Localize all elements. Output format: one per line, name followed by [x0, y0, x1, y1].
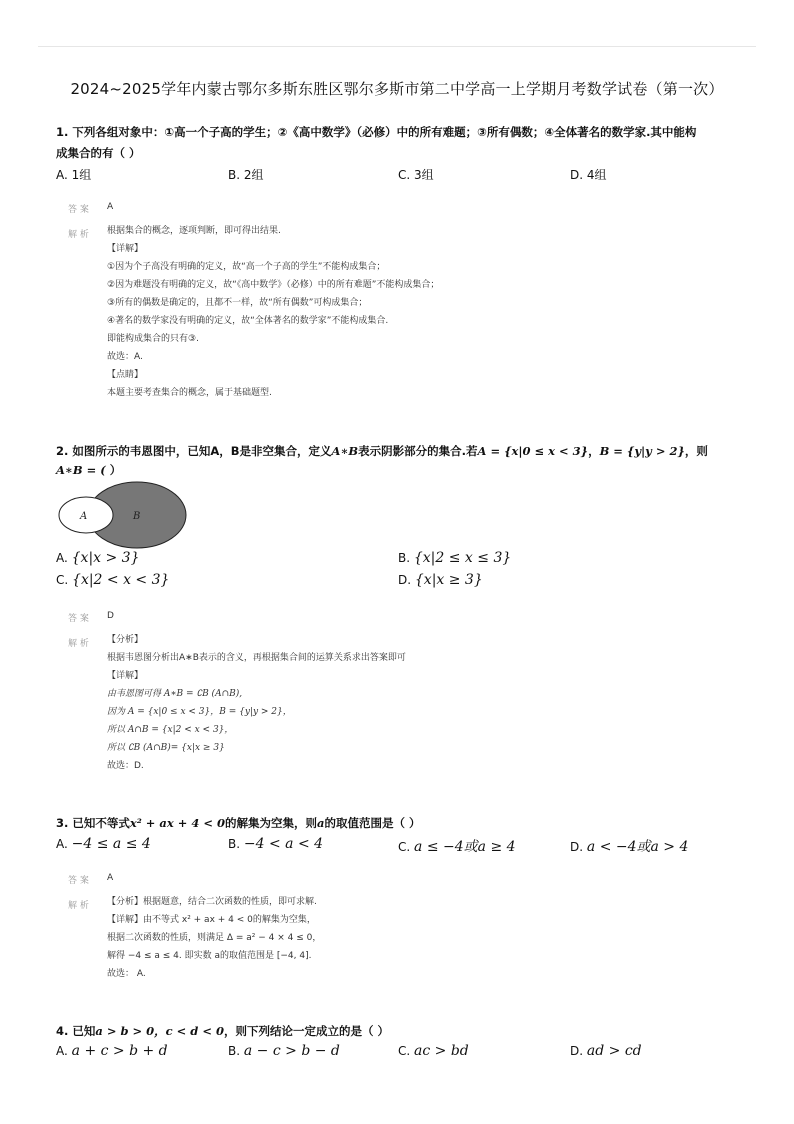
q3-option-math: −4 ≤ a ≤ 4 — [71, 836, 151, 852]
q2-solution-line: 故选：D. — [107, 761, 144, 771]
q3-option-b — [228, 836, 323, 852]
q1-option-d: D. 4组 — [570, 168, 607, 182]
q1-solution — [107, 222, 439, 402]
q2-option-math: {x|2 ≤ x ≤ 3} — [413, 550, 512, 566]
q2-solution-line: 根据韦恩图分析出A∗B表示的含义，再根据集合间的运算关系求出答案即可 — [107, 653, 406, 663]
q2-stem-text: 2. 如图所示的韦恩图中，已知A，B是非空集合，定义 — [56, 444, 332, 458]
q3-solution-line: 【详解】由不等式 x² + ax + 4 < 0的解集为空集， — [107, 915, 316, 925]
q2-option-math: {x|x > 3} — [71, 550, 140, 566]
q3-variable: a — [317, 816, 325, 830]
q4-option-letter: C. — [398, 1044, 411, 1058]
q3-solution-line: 故选： A. — [107, 969, 146, 979]
q4-option-letter: B. — [228, 1044, 241, 1058]
q2-solution-line: 【详解】 — [107, 671, 144, 681]
q1-solution-line: 【点睛】 — [107, 370, 144, 380]
q3-inequality: x² + ax + 4 < 0 — [129, 816, 226, 830]
q1-solution-line: 根据集合的概念，逐项判断，即可得出结果. — [107, 226, 281, 236]
q4-option-letter: A. — [56, 1044, 68, 1058]
q4-option-c — [398, 1043, 469, 1059]
q3-solution-line: 【分析】根据题意，结合二次函数的性质，即可求解. — [107, 897, 317, 907]
q1-option-a: A. 1组 — [56, 168, 92, 182]
q3-solution-line: 解得 −4 ≤ a ≤ 4. 即实数 a的取值范围是 [−4, 4]. — [107, 951, 312, 961]
q3-option-letter: B. — [228, 837, 241, 851]
q3-stem-text: 的取值范围是（ ） — [324, 816, 421, 830]
q3-stem — [56, 815, 420, 831]
q4-option-letter: D. — [570, 1044, 584, 1058]
q1-solution-line: ①因为个子高没有明确的定义，故“高一个子高的学生”不能构成集合； — [107, 262, 386, 272]
q4-option-b — [228, 1043, 340, 1059]
q2-stem-line2 — [56, 462, 121, 478]
q3-option-letter: D. — [570, 840, 584, 854]
q2-option-letter: B. — [398, 551, 411, 565]
page-title: 2024~2025学年内蒙古鄂尔多斯东胜区鄂尔多斯市第二中学高一上学期月考数学试卷（第一次） — [70, 80, 724, 98]
q2-option-letter: D. — [398, 573, 412, 587]
q4-stem-text: ，则下列结论一定成立的是（ ） — [224, 1024, 390, 1038]
q4-option-math: ad > cd — [586, 1043, 642, 1059]
q3-solution-line: 根据二次函数的性质，则满足 Δ = a² − 4 × 4 ≤ 0， — [107, 933, 322, 943]
q2-option-math: {x|x ≥ 3} — [414, 572, 483, 588]
q1-stem-line1: 1. 下列各组对象中：①高一个子高的学生；②《高中数学》（必修）中的所有难题；③所有偶数；④全体著名的数学家.其中能构 — [56, 125, 697, 139]
q4-stem — [56, 1023, 389, 1039]
q3-solution — [107, 893, 321, 983]
q3-answer-label: 答 案 — [68, 876, 89, 886]
q2-stem-text: ，则 — [684, 444, 708, 458]
q3-option-math: −4 < a < 4 — [243, 836, 324, 852]
q2-option-b — [398, 550, 511, 566]
q4-condition: a > b > 0，c < d < 0 — [95, 1024, 224, 1038]
q4-option-math: a + c > b + d — [71, 1043, 168, 1059]
q2-blank: ） — [105, 463, 122, 477]
q2-answer-value: D — [107, 611, 114, 621]
q2-option-a — [56, 550, 140, 566]
q2-operator: A∗B — [331, 444, 359, 458]
q2-solution-line: 因为 A = {x|0 ≤ x < 3}，B = {y|y > 2}， — [107, 707, 292, 717]
q1-solution-line: 本题主要考查集合的概念，属于基础题型. — [107, 388, 272, 398]
q3-option-a — [56, 836, 151, 852]
q1-stem-line2: 成集合的有（ ） — [56, 146, 141, 160]
q2-analysis-label: 解 析 — [68, 639, 89, 649]
q3-answer-value: A — [107, 873, 114, 883]
q1-solution-line: 【详解】 — [107, 244, 144, 254]
q2-option-letter: A. — [56, 551, 68, 565]
q3-option-letter: C. — [398, 840, 411, 854]
q2-answer-label: 答 案 — [68, 614, 89, 624]
q1-solution-line: ②因为难题没有明确的定义，故“《高中数学》（必修）中的所有难题”不能构成集合； — [107, 280, 440, 290]
q3-option-d — [570, 836, 688, 856]
q2-option-d — [398, 572, 483, 588]
q1-answer-value: A — [107, 202, 114, 212]
q4-stem-text: 4. 已知 — [56, 1024, 96, 1038]
q2-expression: A∗B = ( — [56, 463, 106, 477]
q2-solution-line: 由韦恩图可得 A∗B = ∁B (A∩B), — [107, 689, 243, 699]
q2-solution — [107, 631, 406, 775]
q3-option-letter: A. — [56, 837, 68, 851]
q1-option-b: B. 2组 — [228, 168, 264, 182]
q2-set-b: B = {y|y > 2} — [599, 444, 685, 458]
q2-option-math: {x|2 < x < 3} — [72, 572, 170, 588]
q1-analysis-label: 解 析 — [68, 230, 89, 240]
q3-stem-text: 的解集为空集，则 — [225, 816, 318, 830]
q2-stem-text: 表示阴影部分的集合.若 — [358, 444, 478, 458]
q2-stem-line1 — [56, 443, 708, 459]
q2-option-letter: C. — [56, 573, 69, 587]
q1-option-c: C. 3组 — [398, 168, 434, 182]
q3-option-math: a < −4或a > 4 — [586, 839, 689, 855]
q1-solution-line: 故选：A. — [107, 352, 143, 362]
q3-option-math: a ≤ −4或a ≥ 4 — [414, 839, 516, 855]
q3-analysis-label: 解 析 — [68, 901, 89, 911]
q2-set-a: A = {x|0 ≤ x < 3} — [477, 444, 589, 458]
venn-label-a: A — [80, 511, 88, 522]
q2-solution-line: 【分析】 — [107, 635, 144, 645]
q1-answer-label: 答 案 — [68, 205, 89, 215]
q1-solution-line: ④著名的数学家没有明确的定义，故“全体著名的数学家”不能构成集合. — [107, 316, 389, 326]
venn-diagram — [56, 480, 188, 550]
q4-option-math: a − c > b − d — [243, 1043, 340, 1059]
header-divider — [38, 46, 756, 47]
q3-option-c — [398, 836, 516, 856]
q3-stem-text: 3. 已知不等式 — [56, 816, 130, 830]
q1-solution-line: ③所有的偶数是确定的，且都不一样，故“所有偶数”可构成集合； — [107, 298, 368, 308]
q4-option-a — [56, 1043, 168, 1059]
q2-solution-line: 所以 A∩B = {x|2 < x < 3}， — [107, 725, 234, 735]
q2-solution-line: 所以 ∁B (A∩B)= {x|x ≥ 3} — [107, 743, 225, 753]
q4-option-math: ac > bd — [414, 1043, 469, 1059]
q2-option-c — [56, 572, 169, 588]
q4-option-d — [570, 1043, 642, 1059]
q2-stem-text: ， — [588, 444, 600, 458]
q1-solution-line: 即能构成集合的只有③. — [107, 334, 199, 344]
venn-label-b: B — [133, 511, 141, 522]
